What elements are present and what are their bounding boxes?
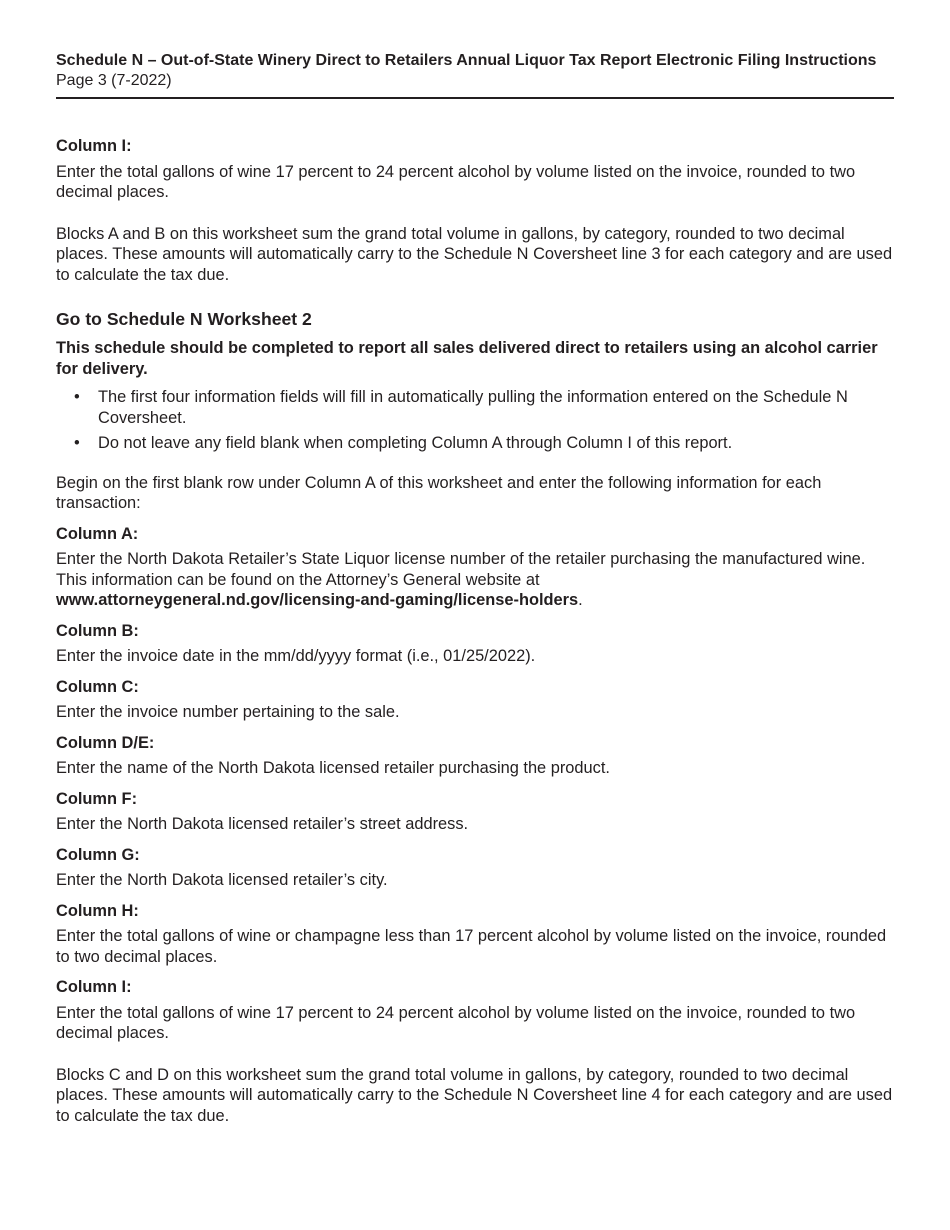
column-i-label: Column I: — [56, 137, 132, 155]
column-a-period: . — [578, 591, 583, 609]
list-item — [56, 387, 894, 428]
column-b-label: Column B: — [56, 621, 139, 640]
begin-paragraph: Begin on the first blank row under Column A of this worksheet and enter the following information for each transaction: — [56, 473, 822, 512]
bullet-icon: • — [74, 388, 80, 406]
column-a-description: Enter the North Dakota Retailer’s State Liquor license number of the retailer purchasing the manufactured wine. This information can be found on the Attorney’s General website at — [56, 550, 866, 589]
document-title: Schedule N – Out-of-State Winery Direct to Retailers Annual Liquor Tax Report Electronic Filing Instructions — [56, 52, 877, 69]
page-header — [56, 51, 894, 91]
header-divider — [56, 97, 894, 99]
bullet-text: The first four information fields will fill in automatically pulling the information entered on the Schedule N Coversheet. — [98, 388, 848, 427]
column-g-label: Column G: — [56, 845, 140, 864]
blocks-cd-paragraph: Blocks C and D on this worksheet sum the grand total volume in gallons, by category, rounded to two decimal places. These amounts will automatically carry to the Schedule N Coversheet line 4 for each category and are used to calculate the tax due. — [56, 1065, 893, 1125]
worksheet-2-intro: This schedule should be completed to report all sales delivered direct to retailers using an alcohol carrier for delivery. — [56, 339, 878, 378]
column-h-label: Column H: — [56, 901, 139, 920]
list-item — [56, 433, 894, 454]
worksheet-2-heading: Go to Schedule N Worksheet 2 — [56, 309, 312, 329]
page-number: Page 3 (7-2022) — [56, 72, 172, 89]
column-f-label: Column F: — [56, 789, 138, 808]
column-g-text: Enter the North Dakota licensed retailer’s city. — [56, 871, 388, 889]
column-a-text — [56, 549, 894, 611]
column-de-label: Column D/E: — [56, 733, 155, 752]
blocks-ab-paragraph: Blocks A and B on this worksheet sum the grand total volume in gallons, by category, rounded to two decimal places. These amounts will automatically carry to the Schedule N Coversheet line 3 for each category and are used to calculate the tax due. — [56, 224, 893, 284]
column-h-text: Enter the total gallons of wine or champagne less than 17 percent alcohol by volume listed on the invoice, rounded to two decimal places. — [56, 927, 887, 966]
column-f-text: Enter the North Dakota licensed retailer’s street address. — [56, 815, 469, 833]
column-b-text: Enter the invoice date in the mm/dd/yyyy format (i.e., 01/25/2022). — [56, 647, 536, 665]
instructions-list — [56, 387, 894, 454]
column-c-label: Column C: — [56, 677, 139, 696]
license-holders-link[interactable]: www.attorneygeneral.nd.gov/licensing-and-gaming/license-holders — [56, 591, 579, 609]
bullet-icon: • — [74, 434, 80, 452]
bullet-text: Do not leave any field blank when completing Column A through Column I of this report. — [98, 434, 733, 452]
column-de-text: Enter the name of the North Dakota licensed retailer purchasing the product. — [56, 759, 610, 777]
column-a-label: Column A: — [56, 524, 139, 543]
column-i-text-2: Enter the total gallons of wine 17 percent to 24 percent alcohol by volume listed on the invoice, rounded to two decimal places. — [56, 1003, 856, 1042]
main-content — [56, 136, 894, 1126]
column-i-text: Enter the total gallons of wine 17 percent to 24 percent alcohol by volume listed on the invoice, rounded to two decimal places. — [56, 162, 856, 201]
column-i-label-2: Column I: — [56, 978, 132, 996]
column-c-text: Enter the invoice number pertaining to the sale. — [56, 703, 400, 721]
